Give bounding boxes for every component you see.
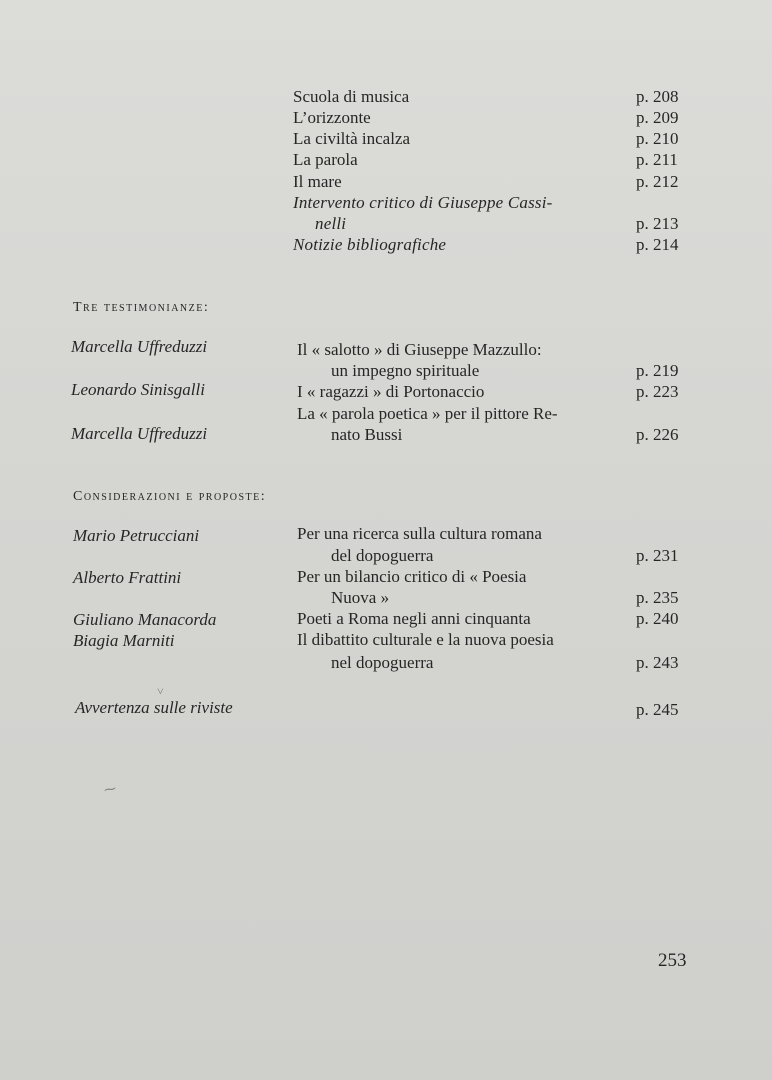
- toc-title-continued: nato Bussi: [331, 425, 403, 444]
- author: Alberto Frattini: [73, 568, 182, 587]
- toc-page: p. 212: [636, 172, 679, 191]
- toc-title-continued: un impegno spirituale: [331, 361, 480, 380]
- ink-mark: ⁓: [102, 781, 118, 797]
- toc-page: p. 223: [636, 382, 679, 401]
- toc-page: p. 214: [636, 235, 679, 254]
- author: Marcella Uffreduzzi: [71, 337, 208, 356]
- author: Giuliano Manacorda: [73, 610, 217, 629]
- toc-page: p. 226: [636, 425, 679, 444]
- toc-page: p. 210: [636, 129, 679, 148]
- toc-page: p. 213: [636, 214, 679, 233]
- toc-title-continued: Nuova »: [331, 588, 390, 607]
- toc-page: p. 235: [636, 588, 679, 607]
- author: Leonardo Sinisgalli: [71, 380, 205, 399]
- toc-title: I « ragazzi » di Portonaccio: [297, 382, 485, 401]
- toc-title-continued: del dopoguerra: [331, 546, 434, 565]
- toc-title: La « parola poetica » per il pittore Re-: [297, 404, 558, 423]
- toc-page: p. 240: [636, 609, 679, 628]
- author: Mario Petrucciani: [73, 526, 200, 545]
- toc-title: Poeti a Roma negli anni cinquanta: [297, 609, 531, 628]
- toc-page: p. 219: [636, 361, 679, 380]
- page-number: 253: [658, 950, 687, 971]
- toc-page: p. 245: [636, 700, 679, 719]
- ink-mark: ˅: [157, 684, 164, 698]
- toc-page: p. 208: [636, 87, 679, 106]
- toc-page: p. 231: [636, 546, 679, 565]
- section-heading: Tre testimonianze:: [73, 300, 210, 315]
- toc-title: Il dibattito culturale e la nuova poesia: [297, 630, 554, 649]
- toc-title: L’orizzonte: [293, 108, 371, 127]
- section-heading: Considerazioni e proposte:: [73, 489, 267, 504]
- toc-title: Avvertenza sulle riviste: [75, 698, 233, 717]
- toc-page: p. 243: [636, 653, 679, 672]
- toc-title: Intervento critico di Giuseppe Cassi-: [293, 193, 553, 212]
- toc-title: Notizie bibliografiche: [293, 235, 447, 254]
- toc-title: Per una ricerca sulla cultura romana: [297, 524, 542, 543]
- toc-page: p. 209: [636, 108, 679, 127]
- toc-title-continued: nelli: [315, 214, 347, 233]
- toc-title: La parola: [293, 150, 358, 169]
- toc-title-continued: nel dopoguerra: [331, 653, 434, 672]
- toc-title: Il « salotto » di Giuseppe Mazzullo:: [297, 340, 542, 359]
- author: Biagia Marniti: [73, 631, 175, 650]
- author: Marcella Uffreduzzi: [71, 424, 208, 443]
- toc-page: p. 211: [636, 150, 678, 169]
- toc-title: La civiltà incalza: [293, 129, 411, 148]
- toc-title: Il mare: [293, 172, 342, 191]
- toc-title: Per un bilancio critico di « Poesia: [297, 567, 527, 586]
- toc-title: Scuola di musica: [293, 87, 410, 106]
